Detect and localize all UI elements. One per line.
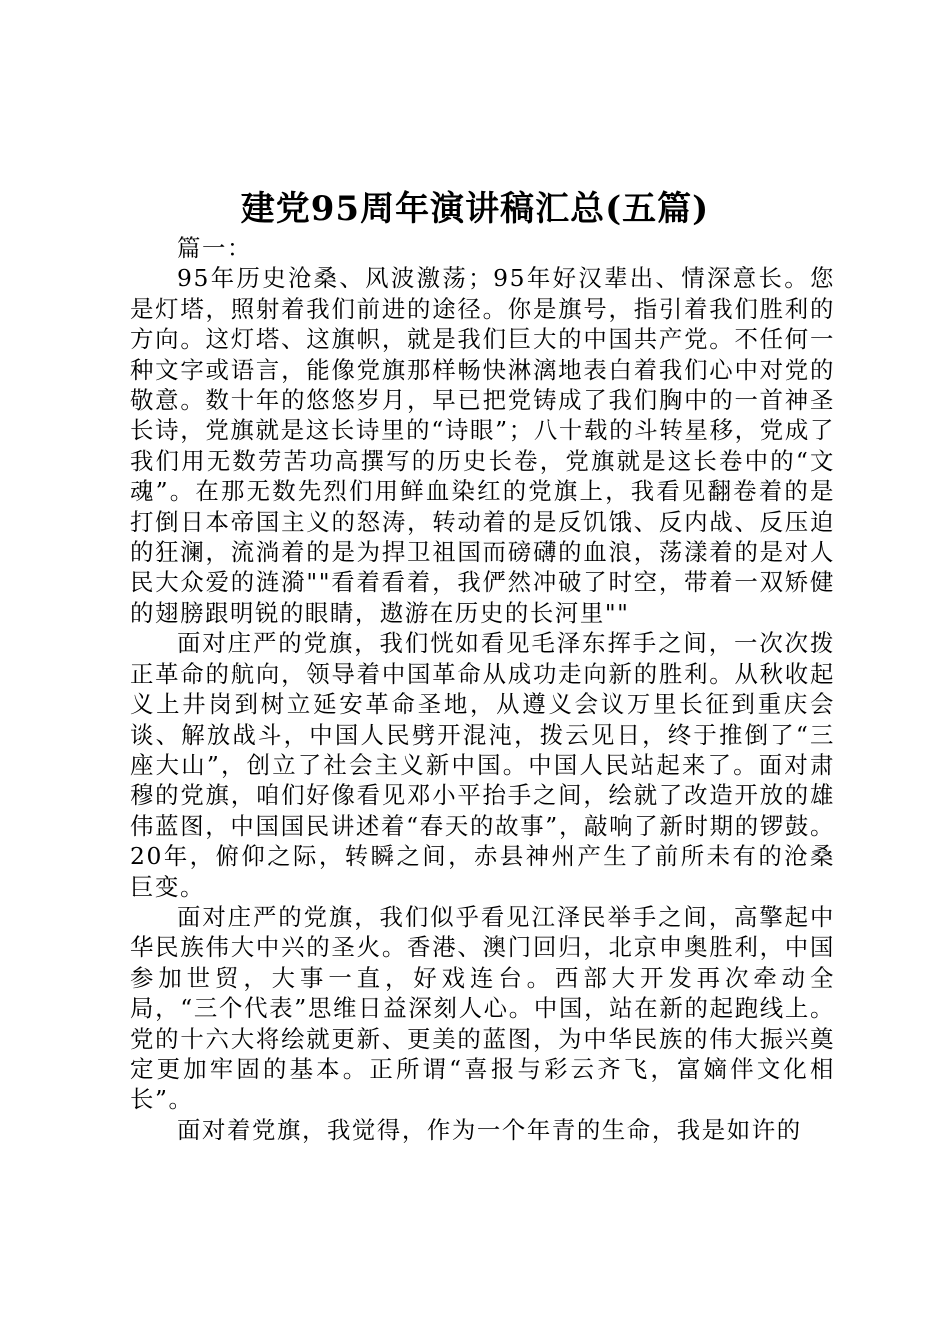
- document-body: [130, 233, 835, 1145]
- paragraph-4: 面对着党旗，我觉得，作为一个年青的生命，我是如许的: [177, 1115, 802, 1144]
- paragraph-2: 面对庄严的党旗，我们恍如看见毛泽东挥手之间，一次次拨正革命的航向，领导着中国革命从成功走向新的胜利。从秋收起义上井岗到树立延安革命圣地，从遵义会议万里长征到重庆会谈、解放战斗，中国人民劈开混沌，拨云见日，终于推倒了“三座大山”，创立了社会主义新中国。中国人民站起来了。面对肃穆的党旗，咱们好像看见邓小平抬手之间，绘就了改造开放的雄伟蓝图，中国国民讲述着“春天的故事”，敲响了新时期的锣鼓。20年，俯仰之际，转瞬之间，赤县神州产生了前所未有的沧桑巨变。: [130, 629, 835, 901]
- paragraph-3: 面对庄严的党旗，我们似乎看见江泽民举手之间，高擎起中华民族伟大中兴的圣火。香港、澳门回归，北京申奥胜利，中国参加世贸，大事一直，好戏连台。西部大开发再次牵动全局，“三个代表”思维日益深刻人心。中国，站在新的起跑线上。党的十六大将绘就更新、更美的蓝图，为中华民族的伟大振兴奠定更加牢固的基本。正所谓“喜报与彩云齐飞，富嫡伴文化相长”。: [130, 902, 835, 1114]
- paragraph-1: 95年历史沧桑、风波激荡；95年好汉辈出、情深意长。您是灯塔，照射着我们前进的途径。你是旗号，指引着我们胜利的方向。这灯塔、这旗帜，就是我们巨大的中国共产党。不任何一种文字或语言，能像党旗那样畅快淋漓地表白着我们心中对党的敬意。数十年的悠悠岁月，早已把党铸成了我们胸中的一首神圣长诗，党旗就是这长诗里的“诗眼”；八十载的斗转星移，党成了我们用无数劳苦功高撰写的历史长卷，党旗就是这长卷中的“文魂”。在那无数先烈们用鲜血染红的党旗上，我看见翻卷着的是打倒日本帝国主义的怒涛，转动着的是反饥饿、反内战、反压迫的狂澜，流淌着的是为捍卫祖国而磅礴的血浪，荡漾着的是对人民大众爱的涟漪""看着看着，我俨然冲破了时空，带着一双矫健的翅膀跟明锐的眼睛，遨游在历史的长河里"": [130, 264, 835, 627]
- document-title: 建党95周年演讲稿汇总(五篇): [240, 189, 710, 229]
- section-label: 篇一：: [177, 234, 252, 262]
